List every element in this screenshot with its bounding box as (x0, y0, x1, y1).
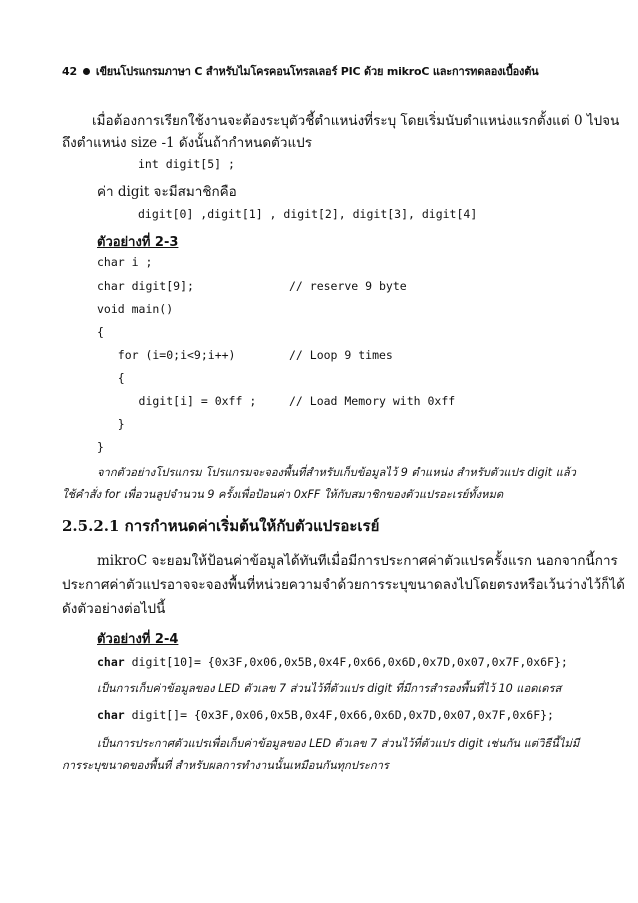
code-line: { (97, 325, 104, 339)
section-para-2: ประกาศค่าตัวแปรอาจจะจองพื้นที่หน่วยความจำด้วยการระบุขนาดลงไปโดยตรงหรือเว้นว่างไว้ก็ได้ (62, 577, 625, 593)
keyword-char: char (97, 708, 125, 722)
section-para-1: mikroC จะยอมให้ป้อนค่าข้อมูลได้ทันทีเมื่อมีการประกาศค่าตัวแปรครั้งแรก นอกจากนี้การ (97, 553, 618, 569)
code-text: digit[10]= {0x3F,0x06,0x5B,0x4F,0x66,0x6D,0x7D,0x07,0x7F,0x6F}; (124, 655, 568, 669)
section-heading: 2.5.2.1 การกำหนดค่าเริ่มต้นให้กับตัวแปรอะเรย์ (62, 517, 380, 535)
code-comment: // reserve 9 byte (289, 279, 407, 293)
header-title: เขียนโปรแกรมภาษา C สำหรับไมโครคอนโทรลเลอร์ PIC ด้วย mikroC และการทดลองเบื้องต้น (95, 65, 539, 78)
example-2-3-title: ตัวอย่างที่ 2-3 (97, 235, 179, 250)
running-header (62, 62, 538, 80)
example-2-4-title: ตัวอย่างที่ 2-4 (97, 632, 179, 647)
code-comment: // Load Memory with 0xff (289, 394, 456, 408)
code-comment: // Loop 9 times (289, 348, 393, 362)
example-2-4-code-2 (97, 708, 554, 722)
members-label: ค่า digit จะมีสมาชิกคือ (97, 184, 237, 200)
keyword-char: char (97, 655, 125, 669)
example-2-4-note-2a: เป็นการประกาศตัวแปรเพื่อเก็บค่าข้อมูลของ LED ตัวเลข 7 ส่วนไว้ที่ตัวแปร digit เช่นกัน แต่วิธีนี้ไม่มี (97, 737, 580, 750)
example-2-4-note-1: เป็นการเก็บค่าข้อมูลของ LED ตัวเลข 7 ส่วนไว้ที่ตัวแปร digit ที่มีการสำรองพื้นที่ไว้ 10 แอดเดรส (97, 682, 562, 695)
code-line: for (i=0;i<9;i++) (97, 348, 236, 362)
code-line: char digit[9]; (97, 279, 194, 293)
intro-line-1: เมื่อต้องการเรียกใช้งานจะต้องระบุตัวชี้ตำแหน่งที่ระบุ โดยเริ่มนับตำแหน่งแรกตั้งแต่ 0 ไปจน (92, 113, 620, 129)
code-line: digit[i] = 0xff ; (97, 394, 257, 408)
example-2-3-explain-2: ใช้คำสั่ง for เพื่อวนลูปจำนวน 9 ครั้งเพื่อป้อนค่า 0xFF ให้กับสมาชิกของตัวแปรอะเรย์ทั้งหมด (62, 488, 504, 501)
code-line: void main() (97, 302, 174, 316)
example-2-4-note-2b: การระบุขนาดของพื้นที่ สำหรับผลการทำงานนั้นเหมือนกันทุกประการ (62, 759, 389, 772)
example-2-3-explain-1: จากตัวอย่างโปรแกรม โปรแกรมจะจองพื้นที่สำหรับเก็บข้อมูลไว้ 9 ตำแหน่ง สำหรับตัวแปร digit แล้ว (97, 466, 576, 479)
code-line: } (97, 417, 125, 431)
intro-line-2: ถึงตำแหน่ง size -1 ดังนั้นถ้ากำหนดตัวแปร (62, 135, 312, 151)
example-2-4-code-1 (97, 655, 568, 669)
bullet-icon (83, 68, 90, 75)
code-line: char i ; (97, 255, 153, 269)
section-para-3: ดังตัวอย่างต่อไปนี้ (62, 601, 166, 617)
members-code: digit[0] ,digit[1] , digit[2], digit[3], digit[4] (138, 207, 478, 221)
intro-code: int digit[5] ; (138, 157, 235, 171)
code-text: digit[]= {0x3F,0x06,0x5B,0x4F,0x66,0x6D,0x7D,0x07,0x7F,0x6F}; (124, 708, 554, 722)
code-line: { (97, 371, 125, 385)
code-line: } (97, 440, 104, 454)
page-number: 42 (62, 65, 77, 78)
